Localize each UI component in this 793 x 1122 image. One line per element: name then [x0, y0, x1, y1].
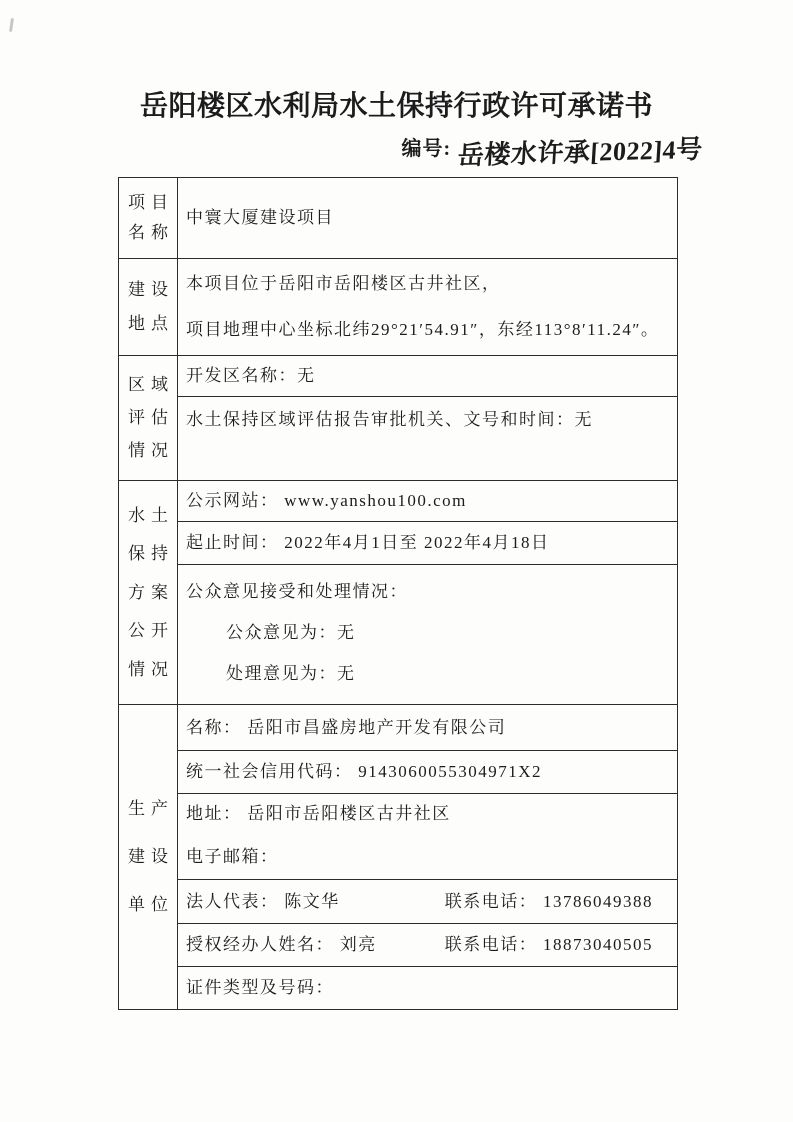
project-name-row — [178, 178, 677, 258]
publicity-period-row — [178, 521, 677, 564]
page-title: 岳阳楼区水利局水土保持行政许可承诺书 — [139, 91, 653, 122]
legal-representative-row — [178, 879, 677, 923]
legal-representative: 法人代表： 陈文华 — [186, 891, 340, 911]
publicity-period: 起止时间： 2022年4月1日至 2022年4月18日 — [186, 533, 550, 552]
section-construction-unit-label — [119, 705, 178, 1009]
development-zone-name: 开发区名称：无 — [186, 366, 316, 385]
publicity-website-row — [178, 481, 677, 521]
section-regional-assessment-content — [178, 356, 677, 480]
doc-number-value: 岳楼水许承[2022]4号 — [457, 134, 704, 171]
credit-code: 统一社会信用代码： 9143060055304971X2 — [186, 762, 543, 781]
construction-site-row — [178, 259, 677, 355]
section-project-name-content — [178, 178, 677, 258]
certificate-type-number: 证件类型及号码： — [186, 978, 334, 997]
section-construction-site — [119, 258, 677, 355]
unit-address: 地址： 岳阳市岳阳楼区古井社区 — [186, 804, 451, 823]
label-line: 生产 — [128, 799, 174, 818]
unit-name-row — [178, 705, 677, 750]
label-line: 名称 — [128, 222, 174, 242]
label-line: 水土 — [128, 505, 174, 525]
authorized-agent: 授权经办人姓名： 刘亮 — [186, 935, 377, 954]
authorized-agent-row — [178, 923, 677, 966]
label-line: 保持 — [128, 544, 174, 563]
section-plan-disclosure-content — [178, 481, 677, 704]
publicity-website: 公示网站： www.yanshou100.com — [186, 491, 467, 510]
permit-table — [118, 177, 678, 1010]
label-line: 单位 — [128, 895, 174, 914]
section-construction-unit — [119, 704, 677, 1009]
public-opinion-heading: 公众意见接受和处理情况： — [186, 582, 408, 601]
label-line: 项目 — [128, 193, 174, 213]
public-opinion-row — [178, 564, 677, 704]
scan-artifact — [9, 18, 14, 32]
project-name-value: 中寰大厦建设项目 — [186, 208, 334, 227]
label-line: 评估 — [128, 408, 174, 427]
section-construction-site-content — [178, 259, 677, 355]
label-line: 地点 — [128, 314, 174, 334]
unit-name: 名称： 岳阳市昌盛房地产开发有限公司 — [186, 717, 507, 737]
doc-number — [402, 132, 704, 169]
section-regional-assessment-label — [119, 356, 178, 480]
doc-number-label: 编号: — [401, 138, 452, 160]
unit-email: 电子邮箱： — [186, 847, 279, 866]
label-line: 建设 — [128, 847, 174, 866]
construction-site-line-2: 项目地理中心坐标北纬29°21′54.91″，东经113°8′11.24″。 — [186, 320, 660, 339]
address-email-row — [178, 793, 677, 879]
handling-opinion-value: 处理意见为：无 — [226, 664, 356, 683]
construction-site-line-1: 本项目位于岳阳市岳阳楼区古井社区， — [186, 274, 501, 293]
section-plan-disclosure — [119, 480, 677, 704]
credit-code-row — [178, 750, 677, 793]
label-line: 公开 — [128, 621, 174, 640]
authorized-agent-phone: 联系电话： 18873040505 — [444, 935, 653, 954]
label-line: 情况 — [128, 659, 174, 679]
certificate-row — [178, 966, 677, 1009]
label-line: 情况 — [128, 441, 174, 460]
section-construction-unit-content — [178, 705, 677, 1009]
section-regional-assessment — [119, 355, 677, 480]
label-line: 方案 — [128, 582, 174, 602]
development-zone-row — [178, 356, 677, 396]
section-project-name-label — [119, 178, 178, 258]
section-plan-disclosure-label — [119, 481, 178, 704]
legal-representative-phone: 联系电话： 13786049388 — [444, 891, 653, 911]
section-project-name — [119, 178, 677, 258]
label-line: 建设 — [128, 279, 174, 299]
section-construction-site-label — [119, 259, 178, 355]
public-opinion-value: 公众意见为：无 — [226, 623, 356, 642]
assessment-approval-info: 水土保持区域评估报告审批机关、文号和时间：无 — [186, 410, 593, 429]
assessment-approval-row — [178, 396, 677, 480]
label-line: 区域 — [128, 375, 174, 394]
